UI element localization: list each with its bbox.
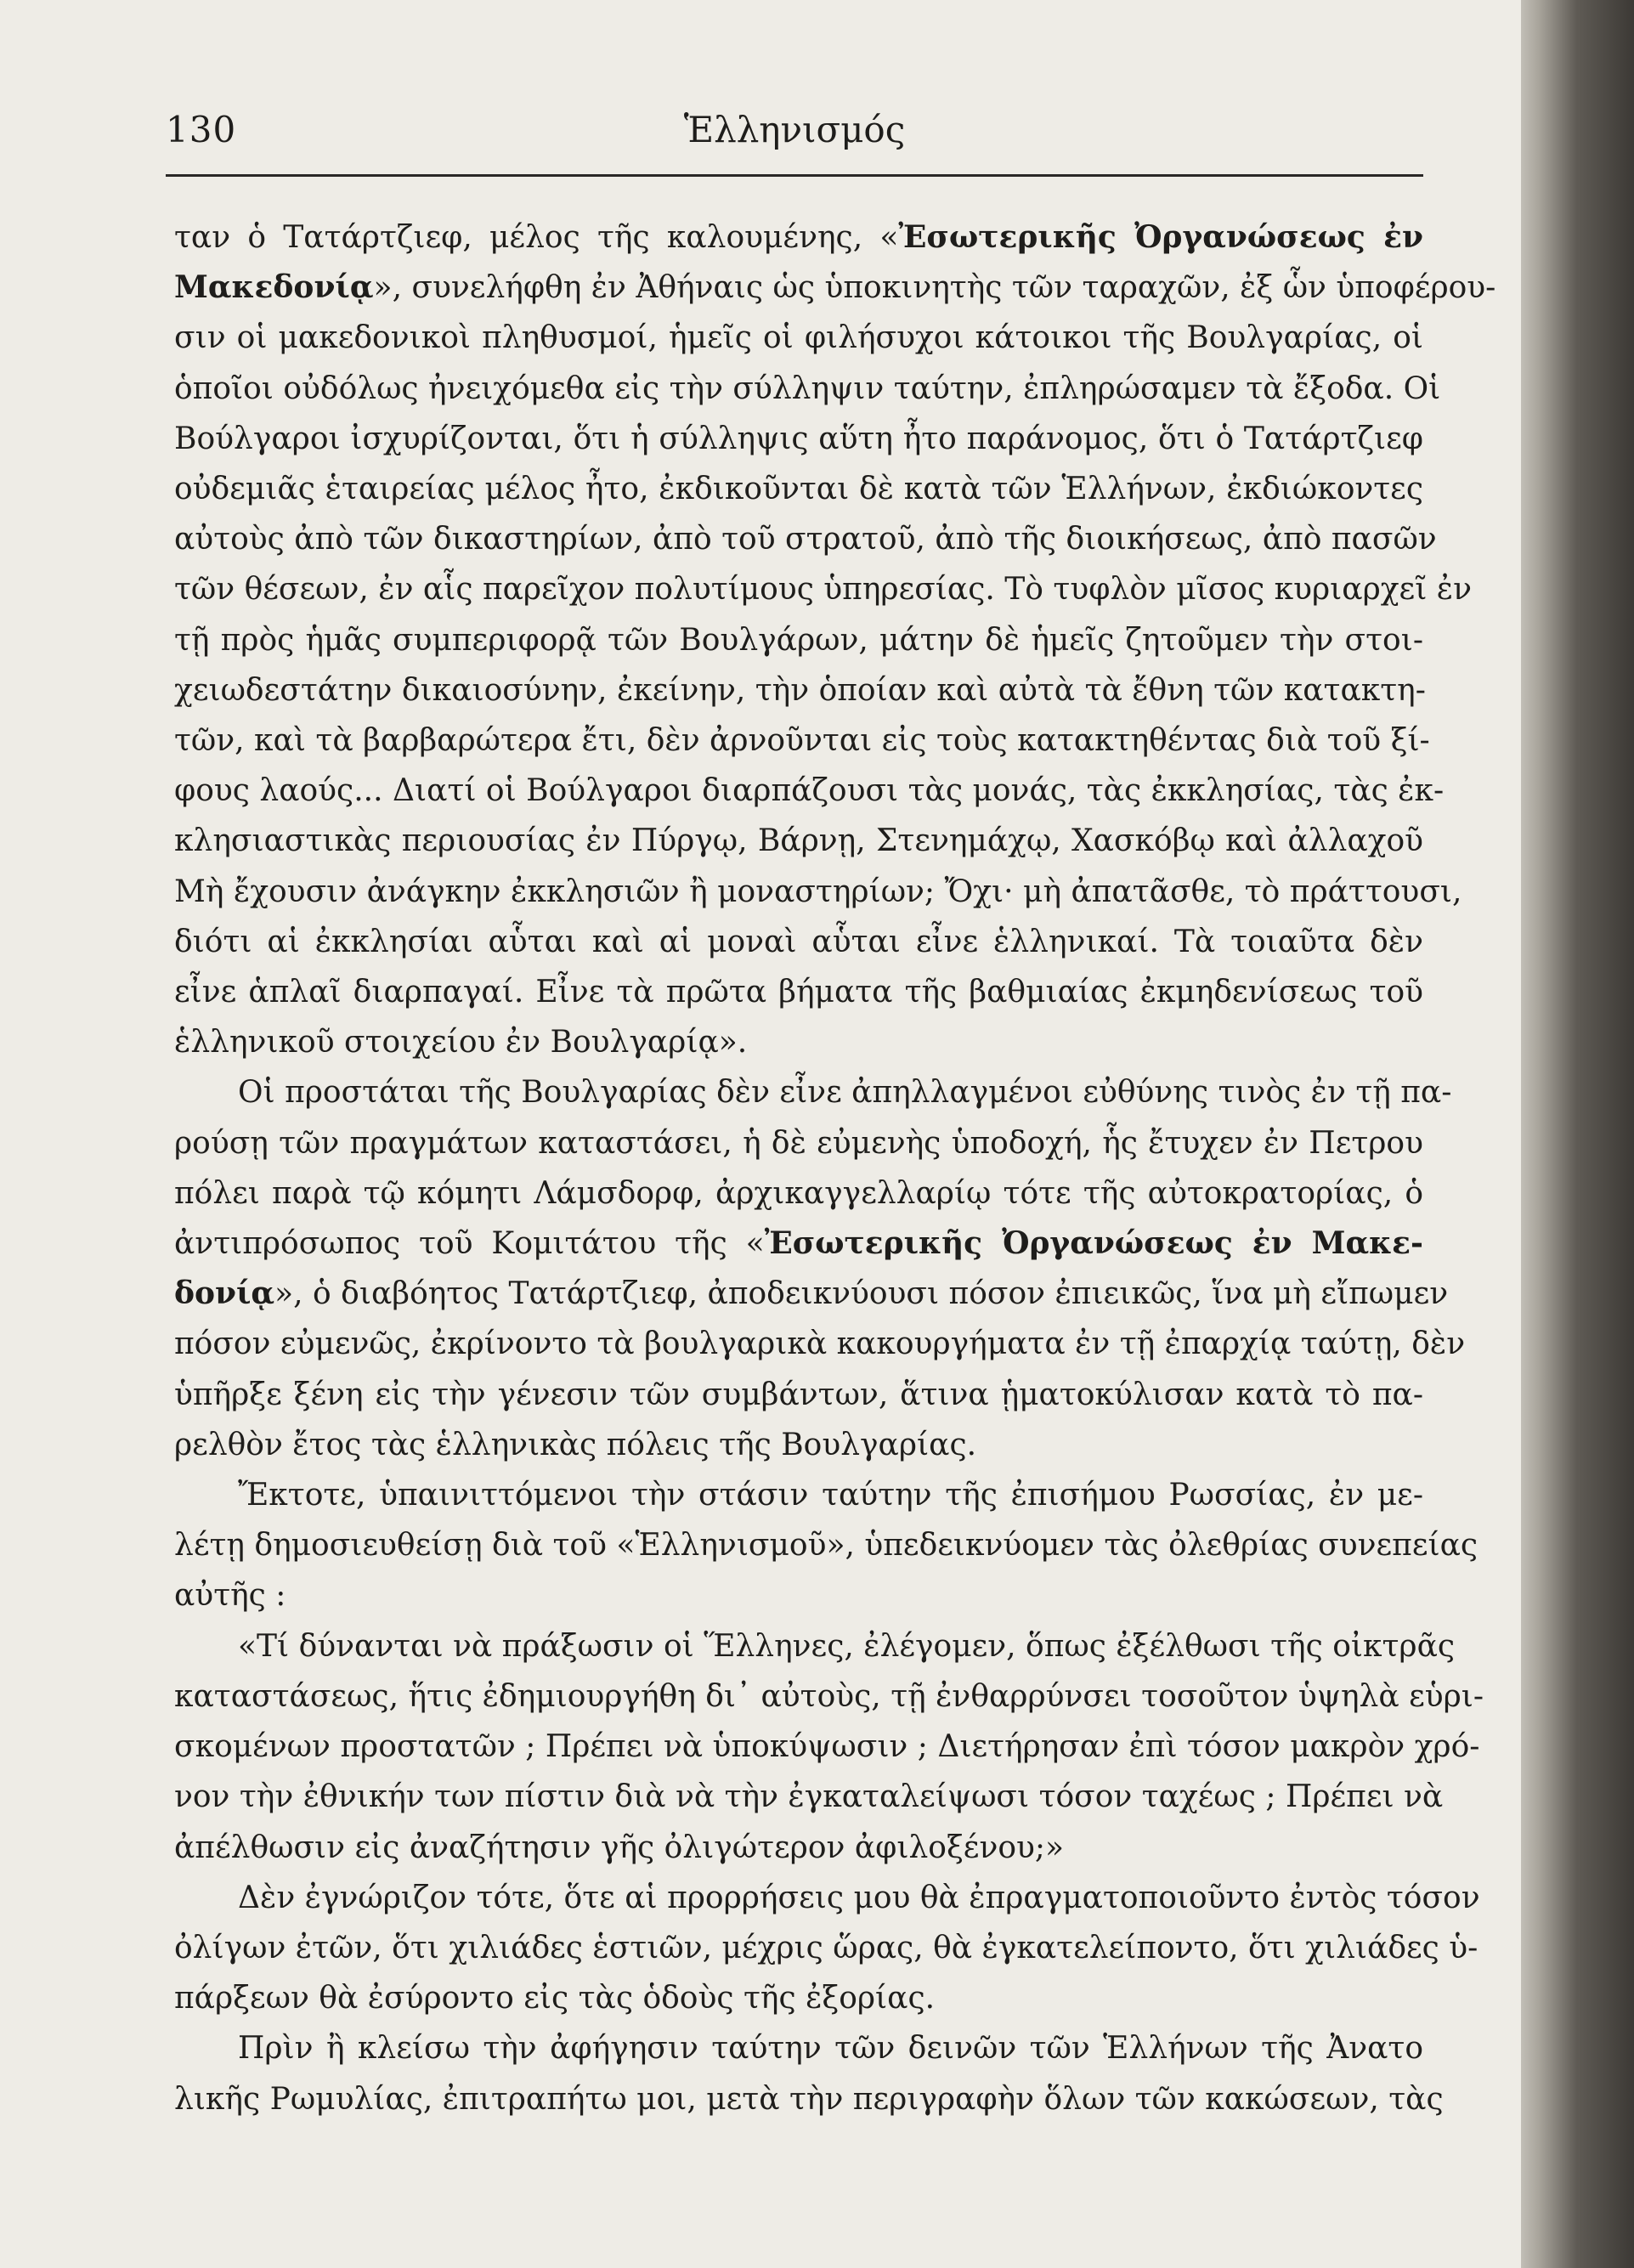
- text-run: λέτῃ δημοσιευθείσῃ διὰ τοῦ «Ἑλληνισμοῦ», ὑπεδεικνύομεν τὰς ὀλεθρίας συνεπείας: [174, 1528, 1479, 1564]
- text-run: », ὁ διαβόητος Τατάρτζιεφ, ἀποδεικνύουσι πόσον ἐπιεικῶς, ἵνα μὴ εἴπωμεν: [274, 1276, 1449, 1312]
- text-line: [174, 1319, 1466, 1369]
- text-line: [174, 263, 1496, 313]
- bold-run: Ἐσωτερικῆς Ὀργανώσεως ἐν: [898, 219, 1423, 255]
- text-run: ἀπέλθωσιν εἰς ἀναζήτησιν γῆς ὀλιγώτερον ἀφιλοξένου;»: [174, 1830, 1065, 1865]
- running-title: Ἑλληνισμός: [683, 109, 906, 150]
- text-run: νον τὴν ἐθνικήν των πίστιν διὰ νὰ τὴν ἐγκαταλείψωσι τόσον ταχέως ; Πρέπει νὰ: [174, 1779, 1444, 1815]
- header-rule: [166, 174, 1423, 177]
- bold-run: Ἐσωτερικῆς Ὀργανώσεως ἐν Μακε-: [764, 1225, 1423, 1262]
- text-line: [174, 1470, 1423, 1520]
- text-line: [174, 1923, 1479, 1973]
- text-run: ὀλίγων ἐτῶν, ὅτι χιλιάδες ἑστιῶν, μέχρις ὥρας, θὰ ἐγκατελείποντο, ὅτι χιλιάδες ὑ-: [174, 1930, 1479, 1965]
- text-line: [174, 1370, 1423, 1420]
- text-line: [174, 1017, 1423, 1067]
- text-run: ὑπῆρξε ξένη εἰς τὴν γένεσιν τῶν συμβάντων, ἅτινα ᾑματοκύλισαν κατὰ τὸ πα-: [174, 1377, 1423, 1412]
- text-line: [174, 1520, 1479, 1570]
- text-run: λικῆς Ρωμυλίας, ἐπιτραπήτω μοι, μετὰ τὴν περιγραφὴν ὅλων τῶν κακώσεων, τὰς: [174, 2081, 1444, 2117]
- text-run: Βούλγαροι ἰσχυρίζονται, ὅτι ἡ σύλληψις αὕτη ἦτο παράνομος, ὅτι ὁ Τατάρτζιεφ: [174, 421, 1423, 456]
- text-line: [174, 1823, 1423, 1873]
- text-line: [174, 1772, 1444, 1822]
- text-line: [174, 1722, 1480, 1772]
- text-line: [174, 1570, 1423, 1620]
- text-run: Δὲν ἐγνώριζον τότε, ὅτε αἱ προρρήσεις μου θὰ ἐπραγματοποιοῦντο ἐντὸς τόσον: [238, 1880, 1480, 1915]
- text-line: [174, 564, 1472, 614]
- text-line: [174, 1269, 1449, 1319]
- bold-run: δονίᾳ: [174, 1275, 275, 1312]
- text-run: ταν ὁ Τατάρτζιεφ, μέλος τῆς καλουμένης, «: [174, 220, 899, 255]
- text-run: τῶν, καὶ τὰ βαρβαρώτερα ἔτι, δὲν ἀρνοῦνται εἰς τοὺς κατακτηθέντας διὰ τοῦ ξί-: [174, 723, 1430, 759]
- text-line: [174, 2023, 1423, 2073]
- text-line: [174, 2074, 1444, 2124]
- text-line: [174, 1067, 1452, 1117]
- text-run: Οἱ προστάται τῆς Βουλγαρίας δὲν εἶνε ἀπηλλαγμένοι εὐθύνης τινὸς ἐν τῇ πα-: [238, 1075, 1452, 1111]
- text-run: εἶνε ἁπλαῖ διαρπαγαί. Εἶνε τὰ πρῶτα βήματα τῆς βαθμιαίας ἐκμηδενίσεως τοῦ: [174, 975, 1423, 1010]
- text-run: ρούσῃ τῶν πραγμάτων καταστάσει, ἡ δὲ εὐμενὴς ὑποδοχή, ἧς ἔτυχεν ἐν Πετρου: [174, 1125, 1423, 1161]
- text-line: [174, 766, 1445, 816]
- text-line: [174, 364, 1441, 414]
- text-line: [174, 1671, 1484, 1722]
- text-run: Ἔκτοτε, ὑπαινιττόμενοι τὴν στάσιν ταύτην τῆς ἐπισήμου Ρωσσίας, ἐν με-: [238, 1478, 1423, 1513]
- bold-run: Μακεδονίᾳ: [174, 269, 374, 306]
- text-line: [174, 1973, 1423, 2023]
- text-run: πόλει παρὰ τῷ κόμητι Λάμσδορφ, ἀρχικαγγελλαρίῳ τότε τῆς αὐτοκρατορίας, ὁ: [174, 1175, 1423, 1211]
- page-number: 130: [166, 109, 237, 150]
- text-line: [174, 1420, 1423, 1470]
- text-run: », συνελήφθη ἐν Ἀθήναις ὡς ὑποκινητὴς τῶν ταραχῶν, ἐξ ὧν ὑποφέρου-: [373, 270, 1496, 306]
- text-line: [174, 1168, 1423, 1219]
- text-line: [174, 464, 1423, 514]
- text-line: [174, 514, 1437, 564]
- text-line: [174, 665, 1426, 715]
- text-line: [174, 615, 1423, 665]
- text-run: ὁποῖοι οὐδόλως ἠνειχόμεθα εἰς τὴν σύλληψιν ταύτην, ἐπληρώσαμεν τὰ ἔξοδα. Οἱ: [174, 370, 1441, 406]
- text-run: διότι αἱ ἐκκλησίαι αὗται καὶ αἱ μοναὶ αὗται εἶνε ἑλληνικαί. Τὰ τοιαῦτα δὲν: [174, 924, 1423, 959]
- page-header: [166, 109, 1423, 168]
- text-run: ἀντιπρόσωπος τοῦ Κομιτάτου τῆς «: [174, 1226, 765, 1262]
- text-line: [174, 867, 1462, 917]
- text-run: φους λαούς... Διατί οἱ Βούλγαροι διαρπάζουσι τὰς μονάς, τὰς ἐκκλησίας, τὰς ἐκ-: [174, 773, 1445, 809]
- text-line: [174, 715, 1430, 766]
- text-line: [174, 1621, 1456, 1671]
- text-run: τῶν θέσεων, ἐν αἷς παρεῖχον πολυτίμους ὑπηρεσίας. Τὸ τυφλὸν μῖσος κυριαρχεῖ ἐν: [174, 572, 1472, 608]
- text-run: αὐτῆς :: [174, 1578, 286, 1614]
- text-line: [174, 313, 1423, 363]
- text-run: πάρξεων θὰ ἐσύροντο εἰς τὰς ὁδοὺς τῆς ἐξορίας.: [174, 1981, 936, 2016]
- text-line: [174, 1219, 1423, 1269]
- text-line: [174, 212, 1423, 263]
- text-run: αὐτοὺς ἀπὸ τῶν δικαστηρίων, ἀπὸ τοῦ στρατοῦ, ἀπὸ τῆς διοικήσεως, ἀπὸ πασῶν: [174, 522, 1437, 557]
- text-run: κλησιαστικὰς περιουσίας ἐν Πύργῳ, Βάρνῃ, Στενημάχῳ, Χασκόβῳ καὶ ἀλλαχοῦ: [174, 823, 1423, 859]
- text-run: καταστάσεως, ἥτις ἐδημιουργήθη δι᾿ αὐτοὺς, τῇ ἐνθαρρύνσει τοσοῦτον ὑψηλὰ εὑρι-: [174, 1678, 1484, 1714]
- text-run: σκομένων προστατῶν ; Πρέπει νὰ ὑποκύψωσιν ; Διετήρησαν ἐπὶ τόσον μακρὸν χρό-: [174, 1729, 1480, 1765]
- text-run: χειωδεστάτην δικαιοσύνην, ἐκείνην, τὴν ὁποίαν καὶ αὐτὰ τὰ ἔθνη τῶν κατακτη-: [174, 672, 1426, 708]
- text-line: [174, 967, 1423, 1017]
- text-run: Πρὶν ἢ κλείσω τὴν ἀφήγησιν ταύτην τῶν δεινῶν τῶν Ἑλλήνων τῆς Ἀνατο: [238, 2031, 1423, 2067]
- text-run: πόσον εὐμενῶς, ἐκρίνοντο τὰ βουλγαρικὰ κακουργήματα ἐν τῇ ἐπαρχίᾳ ταύτῃ, δὲν: [174, 1326, 1466, 1362]
- text-run: Μὴ ἔχουσιν ἀνάγκην ἐκκλησιῶν ἢ μοναστηρίων; Ὄχι· μὴ ἀπατᾶσθε, τὸ πράττουσι,: [174, 874, 1462, 909]
- text-run: ἑλληνικοῦ στοιχείου ἐν Βουλγαρίᾳ».: [174, 1025, 748, 1060]
- text-run: «Τί δύνανται νὰ πράξωσιν οἱ Ἕλληνες, ἐλέγομεν, ὅπως ἐξέλθωσι τῆς οἰκτρᾶς: [238, 1628, 1456, 1664]
- text-run: τῇ πρὸς ἡμᾶς συμπεριφορᾷ τῶν Βουλγάρων, μάτην δὲ ἡμεῖς ζητοῦμεν τὴν στοι-: [174, 622, 1423, 658]
- book-spine-shadow: [1507, 0, 1634, 2268]
- text-line: [174, 1118, 1423, 1168]
- text-line: [174, 414, 1423, 464]
- text-line: [174, 1873, 1480, 1923]
- text-line: [174, 917, 1423, 967]
- body-text: [174, 212, 1496, 2124]
- text-run: ρελθὸν ἔτος τὰς ἑλληνικὰς πόλεις τῆς Βουλγαρίας.: [174, 1427, 977, 1462]
- text-line: [174, 816, 1423, 866]
- text-run: σιν οἱ μακεδονικοὶ πληθυσμοί, ἡμεῖς οἱ φιλήσυχοι κάτοικοι τῆς Βουλγαρίας, οἱ: [174, 320, 1423, 356]
- text-run: οὐδεμιᾶς ἑταιρείας μέλος ἦτο, ἐκδικοῦνται δὲ κατὰ τῶν Ἑλλήνων, ἐκδιώκοντες: [174, 472, 1423, 507]
